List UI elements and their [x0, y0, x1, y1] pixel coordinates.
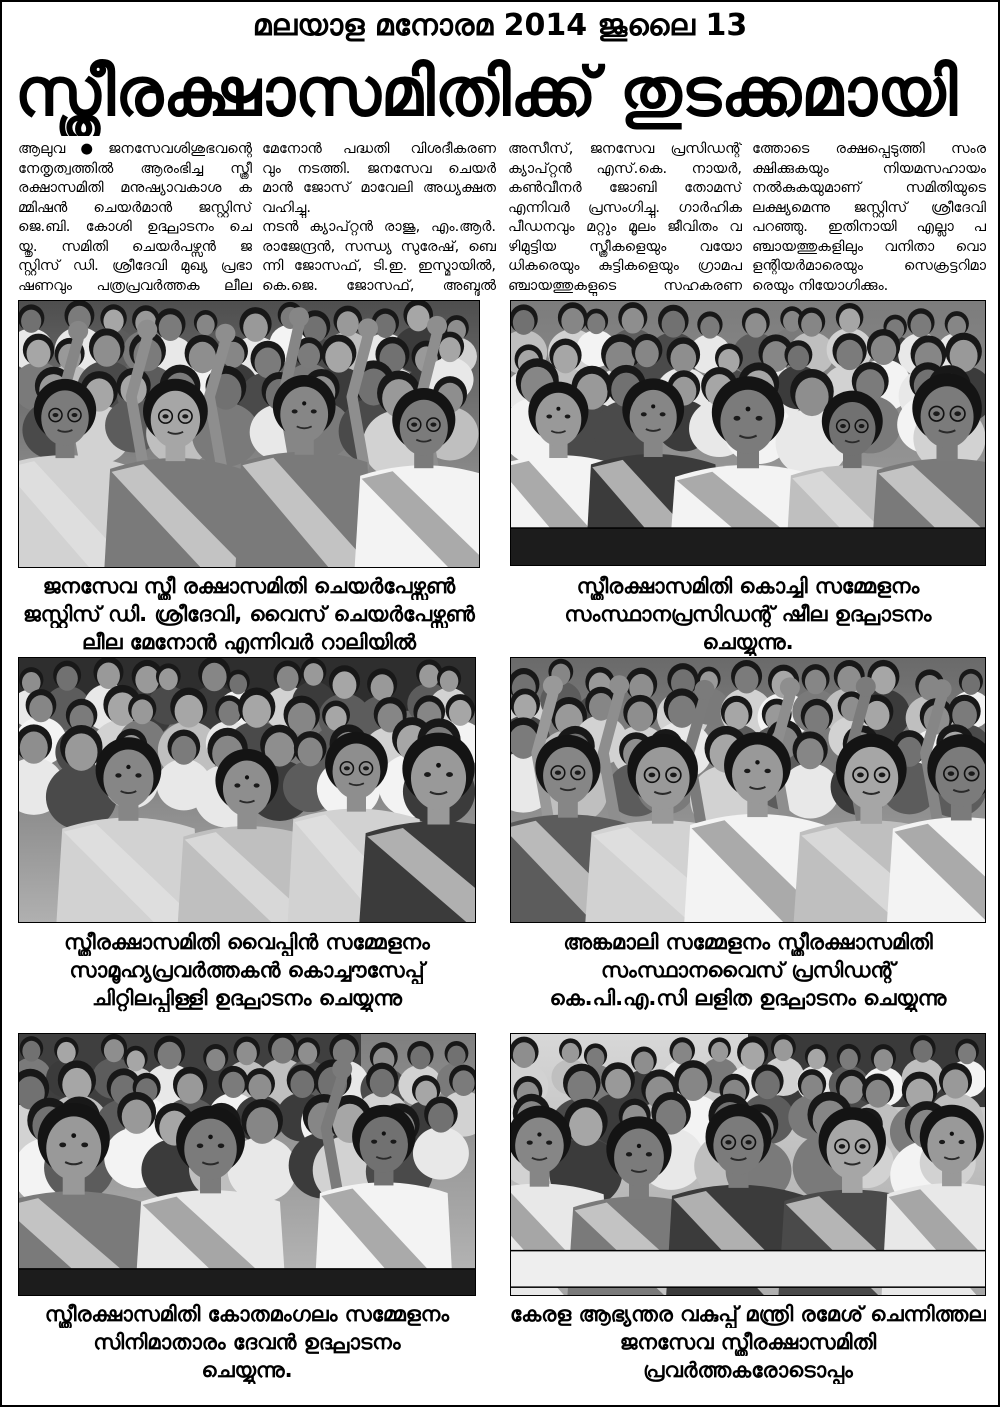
caption-line: ചെയ്യുന്നു. — [702, 630, 794, 654]
caption-line: സംസ്ഥാനപ്രസിഡന്റ് ഷീല ഉദ്ഘാടനം — [564, 602, 932, 626]
person-eye — [424, 772, 431, 777]
person-face — [829, 402, 875, 456]
person-face — [223, 761, 271, 817]
caption-line: സിനിമാതാരം ദേവൻ ഉദ്ഘാടനം — [93, 1330, 401, 1354]
person-eye — [626, 1152, 632, 1156]
crowd-face — [271, 1038, 294, 1064]
person-eye — [344, 766, 350, 770]
person-face — [636, 747, 690, 810]
crowd-face — [171, 736, 196, 765]
crowd-face — [797, 738, 824, 769]
article-line: വും നടത്തി. ജനസേവ ചെയർ — [262, 160, 496, 177]
person-eye — [745, 1140, 751, 1144]
crowd-face — [419, 665, 439, 688]
crowd-face — [725, 702, 749, 730]
person-eye — [565, 415, 571, 419]
article-column-4 — [752, 140, 986, 298]
person-bindi — [651, 404, 655, 408]
crowd-face — [21, 310, 41, 333]
photo-kothamangalam-meeting-image — [19, 1034, 475, 1295]
crowd-face — [202, 663, 227, 691]
article-column-1 — [18, 140, 252, 298]
article-line: ആലുവ●ജനസേവശിശുഭവന്റെ — [18, 141, 252, 157]
person-eye — [725, 1140, 731, 1144]
article-line: ഞ്ചായത്തുകളിലും വനിതാ വൊ — [752, 238, 986, 255]
crowd-face — [127, 1050, 145, 1071]
crowd-face — [837, 340, 863, 370]
article-column-2 — [262, 140, 496, 298]
crowd-face — [65, 733, 97, 770]
crowd-face — [177, 1073, 203, 1103]
crowd-face — [277, 666, 299, 691]
article-line: ഞ്ചായത്തുകളുടെ സഹകരണ — [508, 277, 742, 294]
photo-minister-with-members-image — [511, 1034, 985, 1295]
crowd-face — [801, 313, 822, 337]
photo-kochi-meeting-image — [511, 301, 985, 565]
person-face — [543, 747, 593, 805]
crowd-face — [910, 314, 931, 338]
crowd-face — [962, 674, 980, 695]
crowd-face — [175, 695, 203, 728]
person-eye — [670, 773, 677, 778]
crowd-face — [131, 699, 153, 724]
person-eye — [311, 409, 317, 413]
person-eye — [756, 416, 763, 421]
article-line: ന്നി ജോസഫ്, ടി.ഇ. ഇസ്മായിൽ, — [262, 258, 496, 274]
person-bindi — [382, 1131, 386, 1135]
crowd-face — [447, 1046, 465, 1067]
photo-angamaly-meeting-image — [511, 658, 985, 922]
raised-fist — [427, 316, 447, 336]
person-eye — [218, 1143, 225, 1148]
person-face — [411, 746, 466, 810]
crowd-face — [97, 662, 120, 688]
person-eye — [390, 1140, 396, 1144]
article-line: രക്ഷാസമിതി മനുഷ്യാവകാശ ക — [18, 180, 252, 196]
crowd-face — [839, 308, 860, 332]
person-eye — [859, 424, 865, 428]
photo-angamaly-meeting — [510, 657, 986, 923]
crowd-face — [567, 1071, 596, 1104]
crowd-face — [788, 346, 809, 371]
article-line: മേനോൻ പദ്ധതി വിശദീകരണ — [262, 141, 496, 157]
caption-line: പ്രവർത്തകരോടൊപ്പം — [643, 1358, 853, 1382]
person-face — [46, 1116, 101, 1180]
photo-kothamangalam-meeting — [18, 1033, 476, 1296]
raised-fist — [932, 679, 952, 699]
person-eye — [446, 772, 453, 777]
crowd-face — [569, 1107, 603, 1146]
person-eye — [430, 423, 436, 427]
photo-rally — [18, 300, 480, 568]
person-face — [720, 390, 775, 454]
person-face — [713, 1116, 763, 1174]
person-eye — [411, 423, 417, 427]
article-line: അസീസ്, ജനസേവ പ്രസിഡന്റ് — [508, 141, 742, 157]
crowd-face — [298, 343, 320, 369]
person-eye — [857, 773, 864, 778]
person-eye — [72, 413, 78, 417]
person-eye — [954, 411, 961, 416]
crowd-face — [452, 1070, 474, 1096]
person-eye — [182, 414, 188, 418]
article-line: ധികരെയും കുട്ടികളെയും ഗ്രാമപ — [508, 258, 742, 274]
person-bindi — [637, 1144, 641, 1148]
person-eye — [197, 1143, 204, 1148]
article-line: ലക്ഷ്യമെന്നു ജസ്റ്റിസ് ശ്രീദേവി — [752, 199, 986, 216]
article-line: മാൻ ജോസ് മാവേലി അധ്യക്ഷത — [262, 180, 496, 196]
person-face — [732, 745, 783, 804]
person-bindi — [208, 1135, 213, 1140]
photo-minister-with-members — [510, 1033, 986, 1296]
person-eye — [555, 771, 561, 775]
caption-line: സംസ്ഥാനവൈസ് പ്രസിഡന്റ് — [601, 958, 895, 982]
person-face — [515, 1117, 564, 1173]
person-face — [536, 393, 582, 446]
crowd-face — [122, 1100, 152, 1134]
person-eye — [646, 1152, 652, 1156]
person-face — [927, 1117, 976, 1174]
person-bindi — [950, 1132, 954, 1136]
crowd-face — [56, 666, 77, 691]
person-eye — [879, 773, 886, 778]
crowd-face — [943, 1069, 968, 1098]
person-face — [630, 390, 677, 445]
person-eye — [59, 1142, 66, 1147]
person-eye — [840, 424, 846, 428]
caption-line: സാമൂഹ്യപ്രവർത്തകൻ കൊച്ചൗസേപ്പ് — [69, 958, 425, 982]
crowd-face — [449, 700, 472, 726]
crowd-face — [298, 738, 323, 767]
article-line: വഹിച്ചു. — [262, 199, 311, 216]
crowd-face — [57, 1042, 76, 1064]
caption-line: ലീല മേനോൻ എന്നിവർ റാലിയിൽ — [81, 630, 417, 654]
person-face — [333, 744, 381, 800]
crowd-face — [741, 1042, 765, 1069]
crowd-face — [242, 695, 270, 728]
person-face — [400, 400, 448, 456]
person-face — [41, 390, 89, 445]
crowd-face — [805, 705, 830, 734]
photo-caption — [510, 572, 986, 656]
crowd-face — [513, 310, 535, 335]
person-face — [614, 1129, 664, 1187]
article-line: ക്യാപ്റ്റൻ എസ്.കെ. നായർ, — [508, 160, 742, 177]
crowd-face — [662, 311, 685, 338]
person-bindi — [302, 401, 306, 405]
person-eye — [575, 771, 581, 775]
caption-line: സ്ത്രീരക്ഷാസമിതി കോതമംഗലം സമ്മേളനം — [44, 1302, 450, 1326]
article-line: മ്മിഷൻ ചെയർമാൻ ജസ്റ്റിസ് — [18, 199, 252, 216]
crowd-face — [795, 378, 828, 417]
article-column-3 — [508, 140, 742, 298]
photo-banner — [19, 1269, 475, 1295]
crowd-face — [958, 1043, 976, 1064]
crowd-face — [514, 694, 537, 720]
crowd-face — [333, 671, 357, 699]
article-line: ളന്റിയർമാരെയും സെക്രട്ടറിമാ — [752, 258, 986, 274]
raised-fist — [68, 321, 88, 341]
crowd-face — [219, 701, 241, 726]
person-face — [827, 1120, 878, 1180]
raised-fist — [609, 675, 629, 695]
crowd-face — [370, 1069, 395, 1097]
photo-vypin-meeting-image — [19, 658, 475, 922]
crowd-face — [622, 308, 644, 334]
headline: സ്ത്രീരക്ഷാസമിതിക്ക് തുടക്കമായി — [14, 53, 958, 131]
person-bindi — [556, 407, 560, 411]
crowd-face — [634, 1052, 654, 1075]
person-bindi — [746, 407, 751, 412]
person-eye — [546, 1141, 552, 1145]
crowd-face — [711, 1042, 728, 1062]
crowd-face — [774, 1039, 793, 1061]
caption-line: അങ്കമാലി സമ്മേളനം സ്ത്രീരക്ഷാസമിതി — [563, 930, 933, 954]
photo-banner — [511, 1251, 985, 1288]
photo-caption — [18, 572, 480, 656]
crowd-face — [439, 337, 461, 362]
article-line: കെ.ജെ. ജോസഫ്, അബ്ദുൽ — [262, 277, 496, 294]
person-eye — [371, 1140, 377, 1144]
crowd-face — [135, 666, 159, 693]
masthead-date: മലയാള മനോരമ 2014 ജൂലൈ 13 — [252, 8, 748, 43]
crowd-face — [27, 340, 51, 368]
person-eye — [968, 771, 974, 776]
person-bindi — [436, 763, 441, 768]
article-line: യ്തു. സമിതി ചെയർപഴ്സൻ ജ — [18, 238, 252, 255]
crowd-face — [159, 314, 182, 341]
crowd-face — [243, 313, 268, 341]
caption-line: ജസ്റ്റിസ് ഡി. ശ്രീദേവി, വൈസ് ചെയർപേഴ്സൺ — [23, 602, 475, 626]
crowd-face — [635, 340, 659, 367]
caption-line: ജനസേവ സ്ത്രീരക്ഷാസമിതി — [619, 1330, 877, 1354]
article-line: ക്ഷിക്കുകയും നിയമസഹായം — [752, 160, 986, 177]
crowd-face — [561, 308, 584, 334]
caption-line: സ്ത്രീരക്ഷാസമിതി വൈപ്പിൻ സമ്മേളനം — [64, 930, 430, 954]
person-face — [921, 386, 974, 448]
article-line: എന്നിവർ പ്രസംഗിച്ചു. ഗാർഹിക — [508, 199, 742, 216]
crowd-face — [871, 335, 897, 364]
person-eye — [764, 769, 770, 773]
crowd-face — [104, 1039, 124, 1062]
person-eye — [115, 773, 121, 777]
caption-line: ജനസേവ സ്ത്രീ രക്ഷാസമിതി ചെയർപേഴ്സൺ — [42, 574, 456, 598]
crowd-face — [298, 1042, 317, 1064]
person-eye — [839, 1144, 845, 1148]
crowd-face — [587, 313, 605, 334]
person-eye — [292, 409, 298, 413]
person-eye — [641, 412, 647, 416]
article-line: പറഞ്ഞു. ഇതിനായി എല്ലാ പ — [752, 219, 986, 235]
person-bindi — [126, 765, 130, 769]
crowd-face — [808, 1049, 826, 1070]
article-line: ഷണവും പത്രപ്രവർത്തക ലീല — [18, 277, 252, 294]
person-face — [844, 747, 898, 810]
crowd-face — [428, 1103, 454, 1133]
photo-caption — [18, 928, 476, 1012]
crowd-face — [605, 1069, 631, 1099]
person-face — [360, 1117, 408, 1173]
crowd-face — [670, 344, 696, 374]
person-bindi — [537, 1132, 541, 1136]
raised-fist — [695, 680, 715, 700]
article-line: സ്റ്റിസ് ഡി. ശ്രീദേവി മുഖ്യ പ്രഭാ — [18, 258, 252, 274]
person-eye — [546, 415, 552, 419]
caption-line: ചെയ്യുന്നു. — [201, 1358, 293, 1382]
person-eye — [859, 1144, 865, 1148]
crowd-face — [700, 316, 719, 338]
person-eye — [948, 771, 954, 776]
raised-fist — [358, 318, 378, 338]
crowd-face — [913, 1040, 932, 1062]
article-line: രാജേന്ദ്രൻ, സന്ധ്യ സുരേഷ്, ബെ — [262, 238, 496, 255]
person-bindi — [755, 760, 759, 764]
crowd-face — [679, 1068, 708, 1101]
person-bindi — [245, 775, 249, 779]
crowd-face — [197, 315, 215, 336]
raised-fist — [289, 307, 309, 327]
crowd-face — [206, 1049, 225, 1071]
crowd-face — [627, 701, 653, 731]
crowd-face — [805, 670, 826, 695]
article-line: രെയും നിയോഗിക്കും. — [752, 277, 889, 294]
article-line: നടൻ ക്യാപ്റ്റൻ രാജു, എം.ആർ. — [262, 219, 496, 235]
crowd-face — [562, 1043, 579, 1063]
person-eye — [162, 414, 168, 418]
crowd-face — [866, 1080, 890, 1108]
person-bindi — [71, 1133, 76, 1138]
person-eye — [660, 412, 666, 416]
person-face — [280, 387, 328, 443]
crowd-face — [513, 1042, 535, 1068]
person-eye — [734, 416, 741, 421]
person-face — [103, 749, 153, 807]
person-eye — [81, 1142, 88, 1147]
crowd-face — [325, 342, 352, 373]
crowd-face — [93, 335, 120, 366]
caption-line: ചിറ്റിലപ്പിള്ളി ഉദ്ഘാടനം ചെയ്യുന്നു — [92, 986, 402, 1010]
crowd-face — [159, 668, 178, 690]
person-eye — [254, 783, 260, 787]
photo-vypin-meeting — [18, 657, 476, 923]
person-eye — [744, 769, 750, 773]
photo-kochi-meeting — [510, 300, 986, 566]
crowd-face — [246, 1107, 278, 1144]
crowd-face — [337, 311, 359, 336]
person-face — [151, 391, 200, 448]
crowd-face — [735, 666, 759, 693]
person-eye — [135, 773, 141, 777]
crowd-face — [375, 314, 396, 338]
raised-fist — [215, 324, 235, 344]
article-line: നേതൃത്വത്തിൽ ആരംഭിച്ച സ്ത്രീ — [18, 160, 252, 177]
crowd-face — [229, 674, 247, 694]
crowd-face — [440, 671, 458, 692]
crowd-face — [290, 1071, 314, 1099]
photo-banner — [511, 528, 985, 565]
person-eye — [649, 773, 656, 778]
crowd-face — [874, 1049, 893, 1071]
raised-fist — [780, 677, 800, 697]
person-eye — [959, 1140, 965, 1144]
article-line: നൽകുകയുമാണ് സമിതിയുടെ — [752, 180, 986, 196]
person-eye — [234, 783, 240, 787]
caption-line: കെ.പി.എ.സി ലളിത ഉദ്ഘാടനം ചെയ്യുന്നു — [549, 986, 947, 1010]
crowd-face — [553, 345, 578, 373]
photo-caption — [18, 1300, 476, 1384]
article-line: കൺവീനർ ജോബി തോമസ് — [508, 180, 742, 196]
raised-fist — [137, 320, 157, 340]
raised-fist — [856, 677, 876, 697]
article-line: പീഡനവും മറ്റും മൂലം ജീവിതം വ — [508, 219, 742, 235]
crowd-body — [413, 1127, 469, 1180]
article-line: ത്തോടെ രക്ഷപ്പെടുത്തി സംര — [752, 141, 986, 157]
article-line: ഴിമുട്ടിയ സ്ത്രീകളെയും വയോ — [508, 238, 742, 255]
article-line: ജെ.ബി. കോശി ഉദ്ഘാടനം ചെ — [18, 219, 252, 235]
crowd-face — [249, 1074, 272, 1100]
crowd-face — [745, 313, 766, 338]
crowd-face — [237, 1042, 257, 1065]
person-eye — [53, 413, 59, 417]
crowd-face — [29, 695, 52, 722]
person-eye — [527, 1141, 533, 1145]
raised-fist — [543, 676, 563, 696]
crowd-face — [22, 1041, 40, 1062]
caption-line: കേരള ആഭ്യന്തര വകുപ്പ് മന്ത്രി രമേശ് ചെന്നിത്തല — [510, 1302, 986, 1326]
crowd-face — [407, 305, 430, 331]
caption-line: സ്ത്രീരക്ഷാസമിതി കൊച്ചി സമ്മേളനം — [576, 574, 920, 598]
crowd-face — [410, 1046, 430, 1069]
crowd-face — [755, 1071, 780, 1100]
person-eye — [363, 766, 369, 770]
crowd-face — [371, 674, 394, 701]
photo-caption — [510, 928, 986, 1012]
raised-fist — [332, 1059, 352, 1079]
person-eye — [939, 1140, 945, 1144]
crowd-face — [158, 1042, 182, 1070]
crowd-face — [840, 1049, 858, 1070]
person-eye — [933, 411, 940, 416]
photo-rally-image — [19, 301, 479, 567]
crowd-face — [20, 732, 48, 764]
photo-caption — [510, 1300, 986, 1384]
crowd-face — [304, 663, 324, 686]
person-face — [184, 1119, 236, 1180]
crowd-face — [222, 1072, 245, 1098]
